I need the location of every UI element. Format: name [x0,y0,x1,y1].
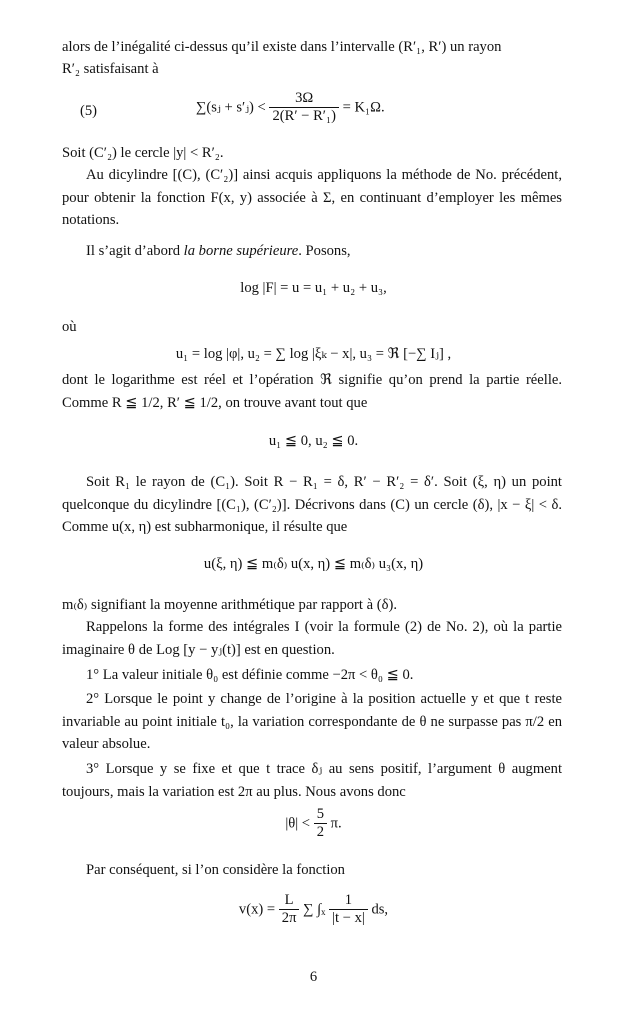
paragraph: Au dicylindre [(C), (C′₂)] ainsi acquis appliquons la méthode de No. précédent, pour obtenir la fonction F(x, y) associée à Σ, en continuant d’employer les mêmes notations. [62,167,562,228]
emphasis: la borne supérieure [183,243,299,259]
fraction [279,892,300,927]
fraction-numerator: L [279,892,300,910]
page-number: 6 [309,969,318,985]
equation-rhs: π. [330,815,342,832]
paragraph [62,240,562,263]
text-line: m₍δ₎ signifiant la moyenne arithmétique par rapport à (δ). [62,597,397,613]
equation-label: (5) [80,103,98,119]
text-line: alors de l’inégalité ci-dessus qu’il existe dans l’intervalle (R′₁, R′) un rayon [62,39,502,55]
list-item: 2° Lorsque le point y change de l’origine à la position actuelle y et que t reste invariable au point initiale t₀, la variation correspondante de θ ne surpasse pas π/2 en valeur absolue. [62,691,562,752]
equation-lhs: v(x) = [238,901,276,918]
fraction-numerator: 3Ω [269,90,338,108]
fraction-denominator: 2(R′ − R′₁) [272,108,336,124]
fraction-denominator: |t − x| [332,910,365,926]
paragraph: Rappelons la forme des intégrales I (voir la formule (2) de No. 2), où la partie imaginaire θ de Log [y − yⱼ(t)] est en question. [62,619,562,658]
fraction [269,90,338,125]
text: . Posons, [298,243,351,259]
equation-v [0,892,627,942]
paragraph: dont le logarithme est réel et l’opération ℜ signifie qu’on prend la partie réelle. Comme R ≦ 1/2, R′ ≦ 1/2, on trouve avant tout que [62,372,562,411]
text-line: Par conséquent, si l’on considère la fonction [86,862,345,878]
text: Il s’agit d’abord [86,243,184,259]
equation-sum-integral: ∑ ∫ₓ [303,901,326,918]
fraction [329,892,368,927]
equation-theta [0,806,627,850]
equation-sum: ∑(sⱼ + s′ⱼ) < [196,99,266,116]
equation-u: u₁ = log |φ|, u₂ = ∑ log |ξₖ − x|, u₃ = ℜ [−∑ Iⱼ] , [175,346,452,362]
list-item: 1° La valeur initiale θ₀ est définie comme −2π < θ₀ ≦ 0. [86,667,414,683]
paragraph: Soit R₁ le rayon de (C₁). Soit R − R₁ = δ, R′ − R′₂ = δ′. Soit (ξ, η) un point quelconque du dicylindre [(C₁), (C′₂)]. Décrivons dans (C) un cercle (δ), |x − ξ| < δ. Comme u(x, η) est subharmonique, il résulte que [62,474,562,535]
text-line: R′₂ satisfaisant à [62,61,159,77]
equation-log: log |F| = u = u₁ + u₂ + u₃, [240,280,387,296]
text-line: où [62,319,77,335]
fraction [314,806,327,841]
equation-rhs: = K₁Ω. [342,99,385,116]
equation-lhs: |θ| < [285,815,311,832]
equation-5 [0,90,627,136]
list-item: 3° Lorsque y se fixe et que t trace δⱼ au sens positif, l’argument θ augment toujours, mais la variation est 2π au plus. Nous avons donc [62,761,562,800]
text-line: Soit (C′₂) le cercle |y| < R′₂. [62,145,224,161]
equation-rhs: ds, [371,901,389,918]
equation-inequalities: u₁ ≦ 0, u₂ ≦ 0. [268,433,359,449]
fraction-denominator: 2π [281,910,297,926]
equation-mean: u(ξ, η) ≦ m₍δ₎ u(x, η) ≦ m₍δ₎ u₃(x, η) [203,556,424,572]
fraction-numerator: 1 [329,892,368,910]
fraction-denominator: 2 [316,824,324,840]
fraction-numerator: 5 [314,806,327,824]
